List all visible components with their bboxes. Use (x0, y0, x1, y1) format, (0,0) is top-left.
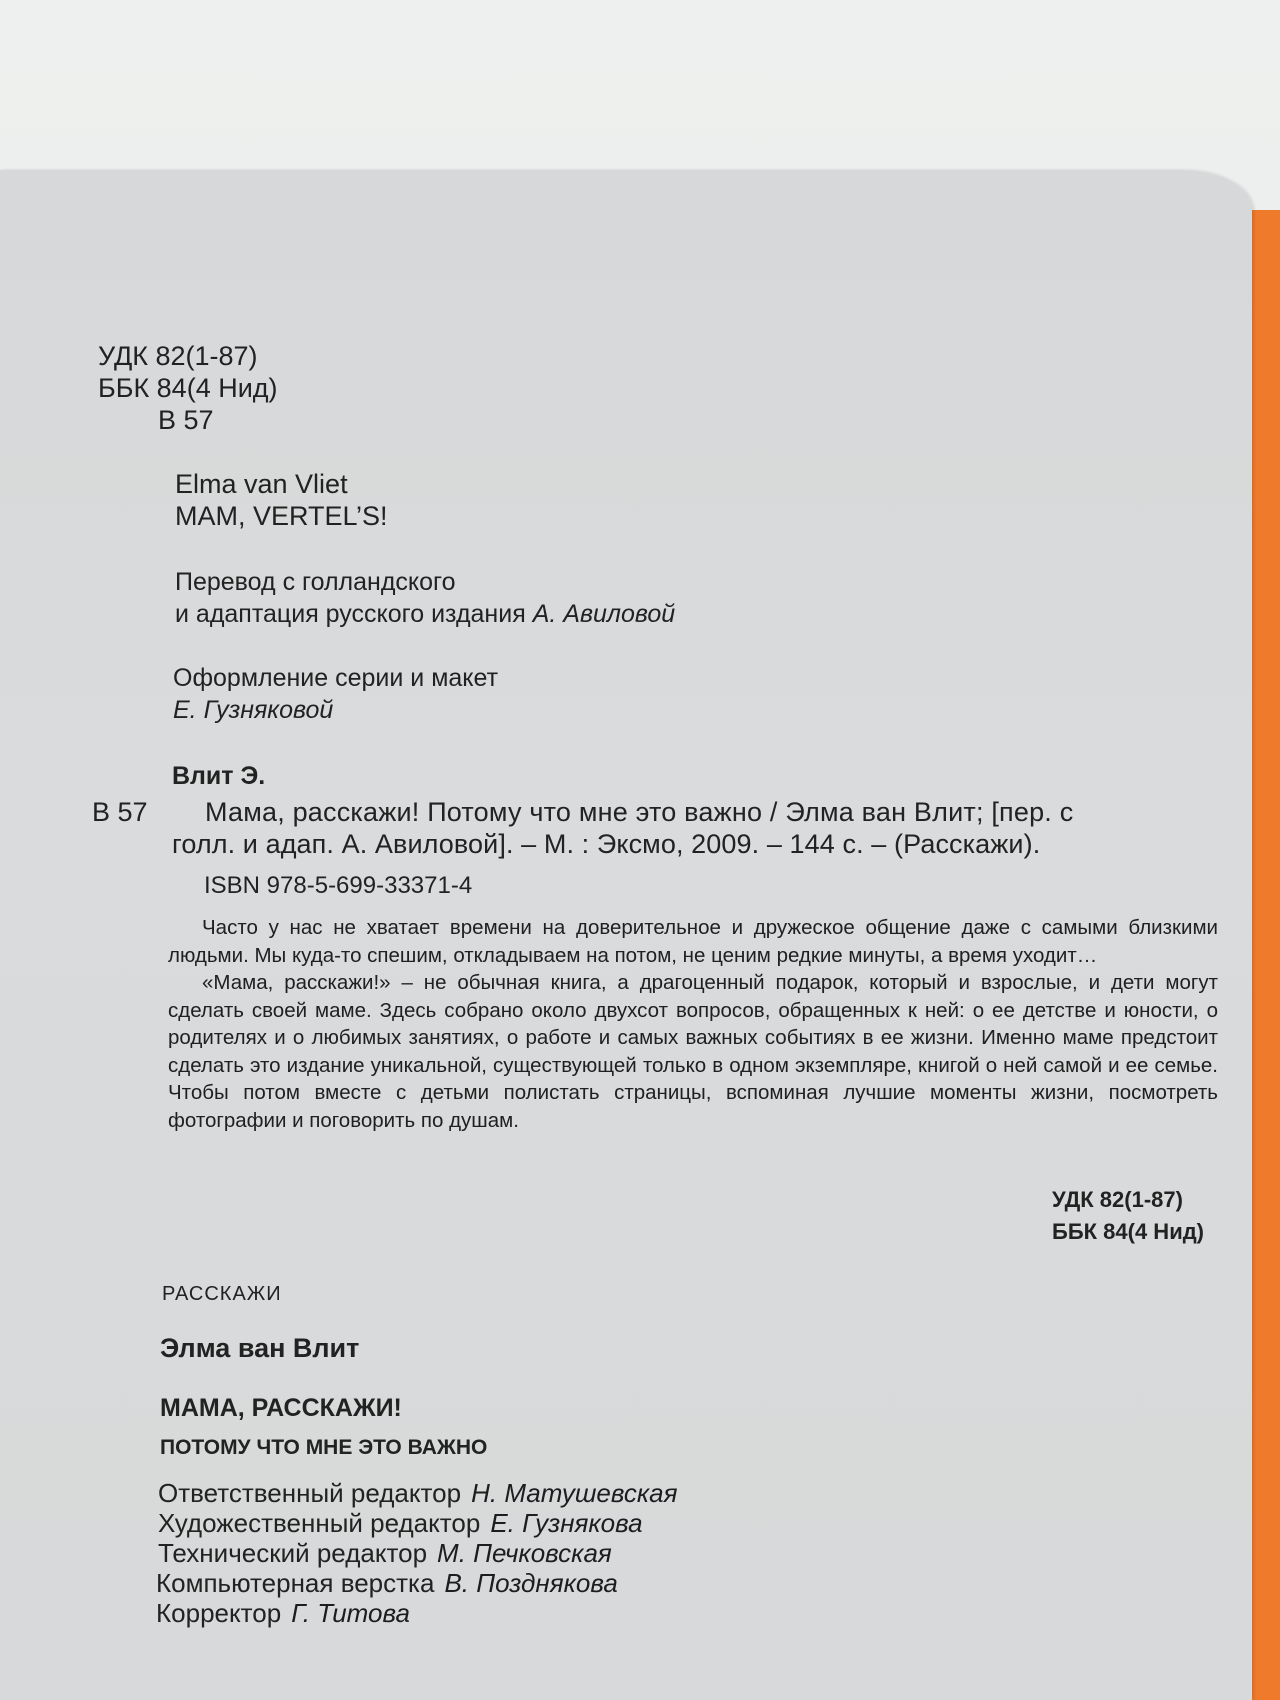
annotation (168, 914, 1218, 1134)
annotation-paragraph-2: «Мама, расскажи!» – не обычная книга, а драгоценный подарок, который и взрослые, и дети могут сделать своей маме. Здесь собрано около двухсот вопросов, обращенных к ней: о ее детстве и юности, о родителях и о любимых занятиях, о работе и самых важных событиях в ее жизни. Именно маме предстоит сделать это издание уникальной, существующей только в одном экземпляре, книгой о ней самой и ее семье. Чтобы потом вместе с детьми полистать страницы, вспоминая лучшие моменты жизни, посмотреть фотографии и поговорить по душам. (168, 971, 1218, 1132)
imprint-author: Элма ван Влит (160, 1333, 360, 1363)
imprint-subtitle: ПОТОМУ ЧТО МНЕ ЭТО ВАЖНО (160, 1436, 488, 1459)
translation-text: и адаптация русского издания (175, 600, 526, 628)
credit-row (158, 1478, 677, 1508)
credit-row (158, 1538, 612, 1568)
bbk-code: ББК 84(4 Нид) (98, 373, 278, 403)
record-heading: Влит Э. (172, 762, 266, 790)
credit-name: Н. Матушевская (471, 1478, 678, 1508)
credit-name: Е. Гузнякова (490, 1508, 643, 1538)
credit-role: Технический редактор (158, 1538, 428, 1568)
udk-code: УДК 82(1-87) (98, 341, 258, 371)
isbn: ISBN 978-5-699-33371-4 (204, 872, 473, 899)
credit-row (156, 1598, 410, 1628)
book-cover-edge (1248, 210, 1280, 1700)
credit-name: М. Печковская (437, 1538, 612, 1568)
credit-role: Компьютерная верстка (156, 1568, 435, 1598)
credit-role: Художественный редактор (158, 1508, 481, 1538)
designer-name: Е. Гузняковой (173, 696, 334, 724)
udk-code-right: УДК 82(1-87) (1052, 1187, 1183, 1212)
bbk-code-right: ББК 84(4 Нид) (1052, 1219, 1205, 1244)
design-label: Оформление серии и макет (173, 664, 499, 692)
record-line-2: голл. и адап. А. Авиловой]. – М. : Эксмо, 2009. – 144 с. – (Расскажи). (172, 829, 1041, 859)
credit-role: Ответственный редактор (158, 1478, 462, 1508)
original-title: MAM, VERTEL’S! (175, 501, 388, 531)
imprint-title: МАМА, РАССКАЖИ! (160, 1394, 402, 1422)
translation-line-2 (175, 598, 675, 630)
credit-row (156, 1568, 618, 1598)
author-sign: В 57 (158, 405, 214, 435)
translator-name: А. Авиловой (532, 600, 676, 628)
credit-name: В. Позднякова (444, 1568, 618, 1598)
record-line-1: Мама, расскажи! Потому что мне это важно / Элма ван Влит; [пер. с (205, 797, 1074, 827)
series-name: РАССКАЖИ (162, 1283, 282, 1305)
original-author: Elma van Vliet (175, 469, 348, 499)
record-code: В 57 (92, 797, 148, 827)
credit-row (158, 1508, 643, 1538)
annotation-paragraph-1: Часто у нас не хватает времени на доверительное и дружеское общение даже с самыми близкими людьми. Мы куда-то спешим, откладываем на потом, не ценим редкие минуты, а время уходит… (168, 916, 1218, 967)
credit-role: Корректор (156, 1598, 282, 1628)
book-page (0, 170, 1252, 1700)
credit-name: Г. Титова (291, 1598, 410, 1628)
translation-line-1: Перевод с голландского (175, 568, 456, 596)
